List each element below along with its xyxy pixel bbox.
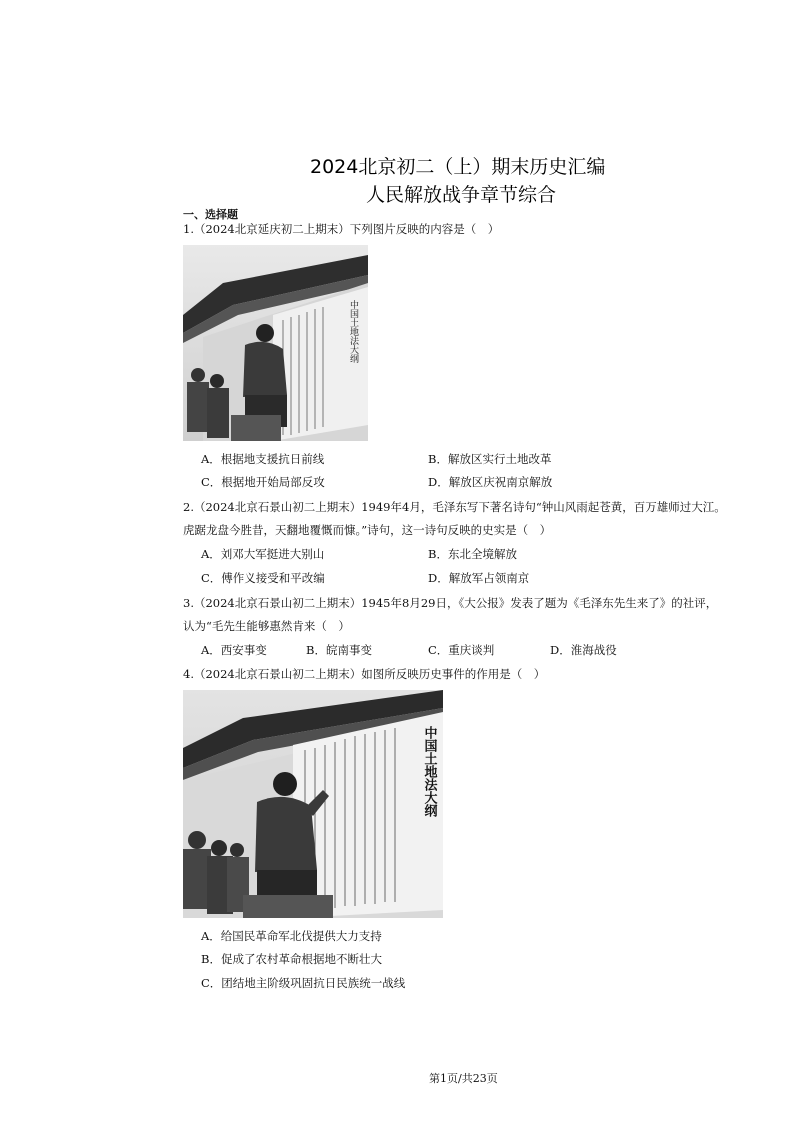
question-4-option-c: C．团结地主阶级巩固抗日民族统一战线 bbox=[201, 976, 406, 990]
question-4-option-b: B．促成了农村革命根据地不断壮大 bbox=[201, 952, 382, 966]
question-3-stem-line1: 3.（2024北京石景山初二上期末）1945年8月29日，《大公报》发表了题为《毛泽东先生来了》的社评， bbox=[183, 596, 718, 610]
question-1-option-c: C．根据地开始局部反攻 bbox=[201, 475, 325, 489]
document-title-line2: 人民解放战争章节综合 bbox=[366, 184, 557, 206]
question-3-option-b: B．皖南事变 bbox=[306, 643, 372, 657]
question-4-photo bbox=[183, 690, 443, 918]
section-heading: 一、选择题 bbox=[183, 208, 238, 221]
question-2-option-d: D．解放军占领南京 bbox=[428, 571, 530, 585]
question-4-photo-caption: 中国土地法大纲 bbox=[421, 726, 437, 817]
question-1-photo-caption: 中国土地法大纲 bbox=[348, 300, 358, 363]
question-1-stem: 1.（2024北京延庆初二上期末）下列图片反映的内容是（ ） bbox=[183, 222, 500, 236]
question-3-option-d: D．淮海战役 bbox=[550, 643, 617, 657]
question-2-option-a: A．刘邓大军挺进大别山 bbox=[201, 547, 325, 561]
question-3-option-a: A．西安事变 bbox=[201, 643, 267, 657]
question-1-photo bbox=[183, 245, 368, 441]
question-4-option-a: A．给国民革命军北伐提供大力支持 bbox=[201, 929, 382, 943]
question-3-option-c: C．重庆谈判 bbox=[428, 643, 495, 657]
question-1-option-b: B．解放区实行土地改革 bbox=[428, 452, 552, 466]
question-3-stem-line2: 认为“毛先生能够惠然肯来（ ） bbox=[183, 619, 350, 633]
page-footer: 第1页/共23页 bbox=[429, 1072, 498, 1085]
question-2-stem-line1: 2.（2024北京石景山初二上期末）1949年4月，毛泽东写下著名诗句“钟山风雨起苍黄，百万雄师过大江。 bbox=[183, 500, 726, 514]
question-1-option-d: D．解放区庆祝南京解放 bbox=[428, 475, 553, 489]
question-2-stem-line2: 虎踞龙盘今胜昔，天翻地覆慨而慷。”诗句，这一诗句反映的史实是（ ） bbox=[183, 523, 552, 537]
question-4-stem: 4.（2024北京石景山初二上期末）如图所反映历史事件的作用是（ ） bbox=[183, 667, 546, 681]
question-2-option-b: B．东北全境解放 bbox=[428, 547, 517, 561]
question-1-option-a: A．根据地支援抗日前线 bbox=[201, 452, 325, 466]
document-title-line1: 2024北京初二（上）期末历史汇编 bbox=[310, 156, 606, 178]
question-2-option-c: C．傅作义接受和平改编 bbox=[201, 571, 325, 585]
